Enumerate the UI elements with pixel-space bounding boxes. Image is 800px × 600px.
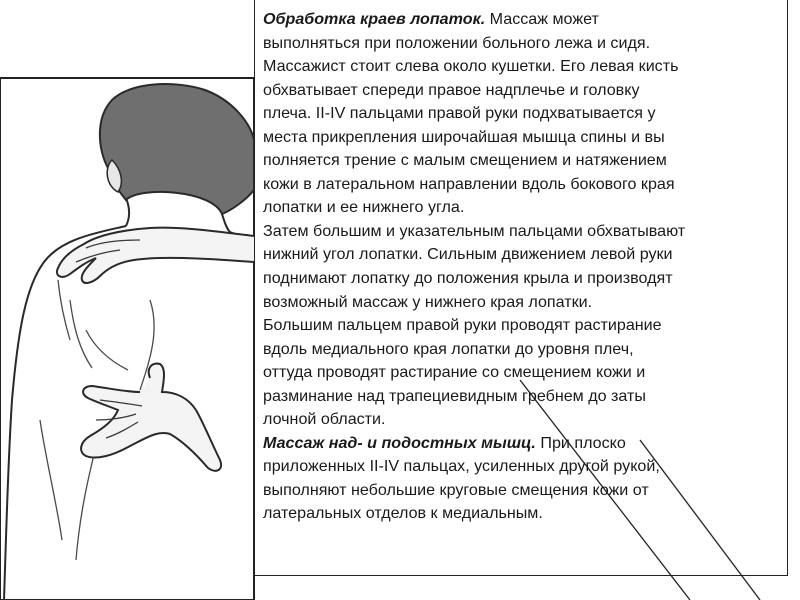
hand-on-scapula [81, 364, 221, 471]
text-line: лопатки и ее нижнего угла. [263, 198, 465, 217]
text-line: Массажист стоит слева около кушетки. Его левая кисть [263, 57, 679, 76]
text-line: вдоль медиального края лопатки до уровня плеч, [263, 339, 634, 358]
text-line: оттуда проводят растирание со смещением кожи и [263, 363, 646, 382]
text-line: места прикрепления широчайшая мышца спины и вы [263, 127, 665, 146]
text-line: полняется трение с малым смещением и натяжением [263, 151, 667, 170]
text-line [263, 432, 785, 456]
text-line: нижний угол лопатки. Сильным движением левой руки [263, 245, 673, 264]
text-line: поднимают лопатку до положения крыла и производят [263, 269, 673, 288]
text-line: кожи в латеральном направлении вдоль бокового края [263, 174, 675, 193]
text-fragment: Массаж может [485, 10, 599, 28]
text-line: латеральных отделов к медиальным. [263, 504, 543, 523]
text-line: Большим пальцем правой руки проводят растирание [263, 316, 662, 335]
text-line: лочной области. [263, 410, 386, 429]
head [100, 84, 254, 214]
text-line: разминание над трапециевидным гребнем до заты [263, 386, 646, 405]
section-heading: Массаж над- и подостных мышц. [263, 433, 536, 452]
massage-description [263, 8, 785, 526]
text-line: возможный массаж у нижнего края лопатки. [263, 292, 593, 311]
text-panel [254, 0, 788, 576]
text-line: приложенных II-IV пальцах, усиленных другой рукой, [263, 457, 660, 476]
text-line: обхватывает спереди правое надплечье и головку [263, 80, 640, 99]
text-line: выполняют небольшие круговые смещения кожи от [263, 480, 649, 499]
text-line [263, 8, 785, 32]
section-heading: Обработка краев лопаток. [263, 10, 486, 28]
text-line: выполняться при положении больного лежа и сидя. [263, 33, 651, 52]
text-line: Затем большим и указательным пальцами обхватывают [263, 221, 686, 240]
text-line: плеча. II-IV пальцами правой руки подхватывается у [263, 104, 656, 123]
text-fragment: При плоско [535, 433, 626, 452]
